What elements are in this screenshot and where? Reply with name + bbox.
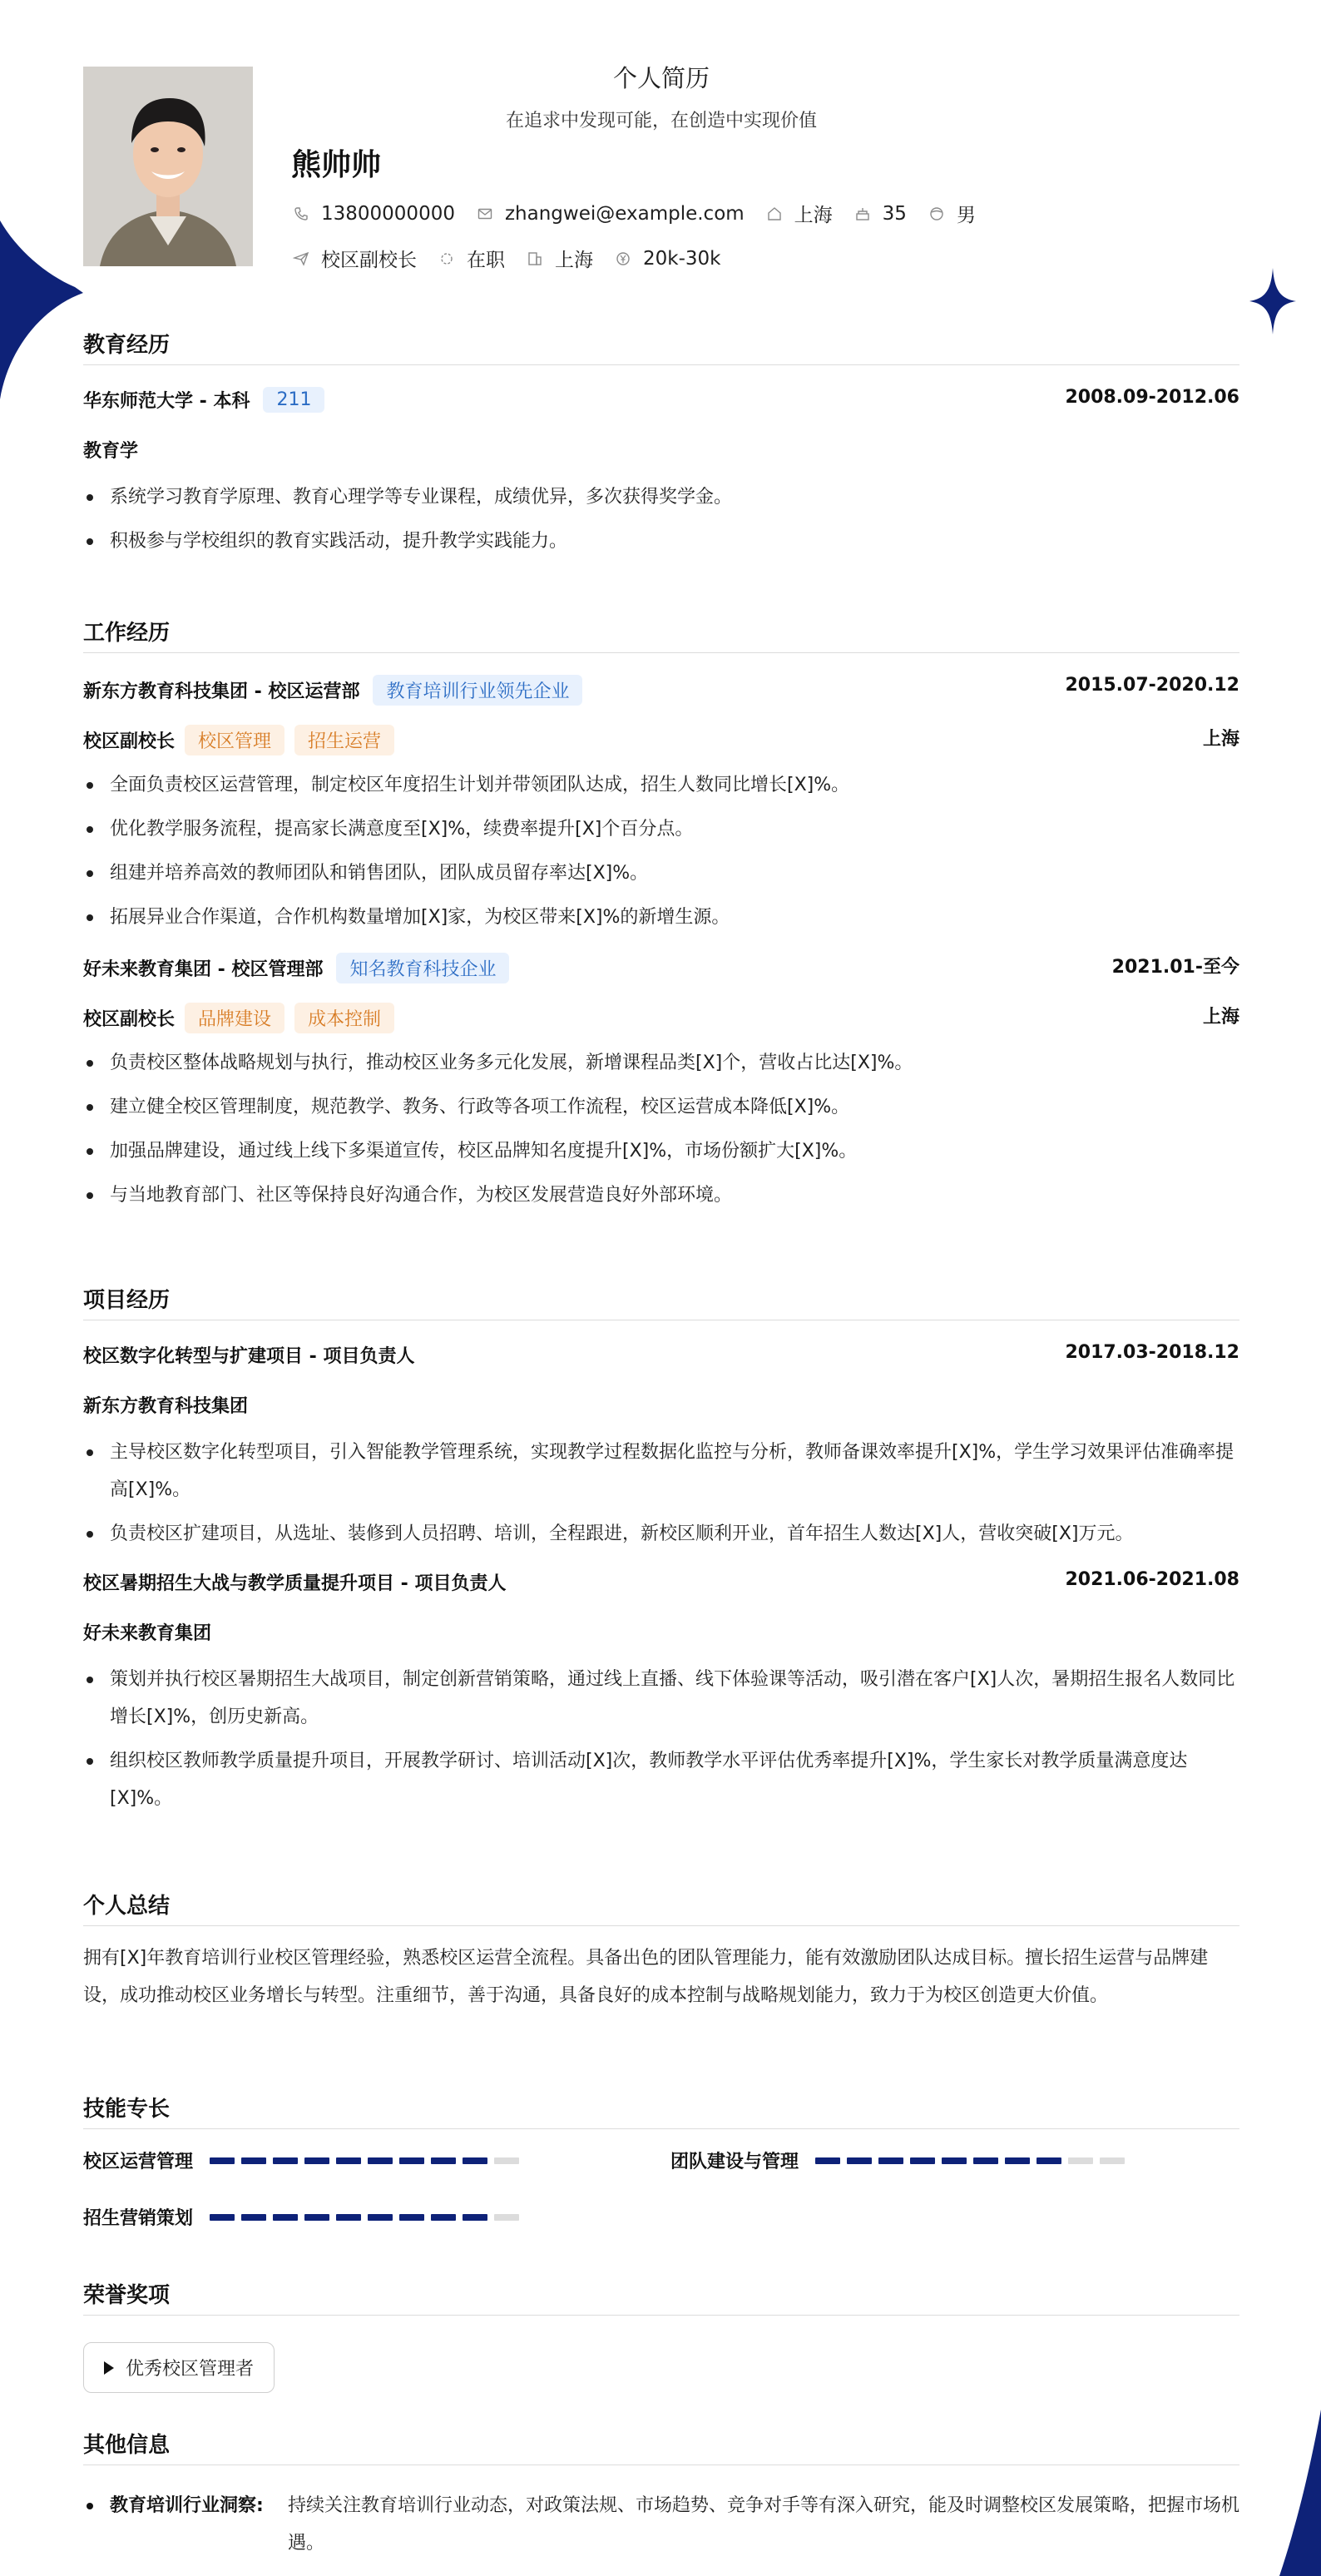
gender-icon <box>928 206 945 222</box>
salary-text: 20k-30k <box>643 247 721 270</box>
skill-segment <box>368 2157 393 2164</box>
skill-segment <box>1005 2157 1030 2164</box>
skill-segment <box>942 2157 967 2164</box>
section-title: 其他信息 <box>83 2428 1239 2465</box>
job-role: 校区副校长 <box>83 731 176 752</box>
skill-level-bar <box>210 2214 526 2221</box>
skill-segment <box>241 2157 266 2164</box>
section-title: 个人总结 <box>83 1889 1239 1926</box>
list-item: 建立健全校区管理制度，规范教学、教务、行政等各项工作流程，校区运营成本降低[X]%。 <box>83 1088 1239 1126</box>
list-item: 策划并执行校区暑期招生大战项目，制定创新营销策略，通过线上直播、线下体验课等活动，吸引潜在客户[X]人次，暑期招生报名人数同比增长[X]%，创历史新高。 <box>83 1661 1239 1736</box>
skill-segment <box>241 2214 266 2221</box>
skill-segment <box>273 2157 298 2164</box>
project-name: 校区数字化转型与扩建项目 - 项目负责人 <box>83 1346 415 1367</box>
education-section <box>83 328 1239 567</box>
project-name: 校区暑期招生大战与教学质量提升项目 - 项目负责人 <box>83 1573 507 1594</box>
bullet-dot <box>87 2503 93 2509</box>
list-item: 组织校区教师教学质量提升项目，开展教学研讨、培训活动[X]次，教师教学水平评估优秀率提升[X]%，学生家长对教学质量满意度达[X]%。 <box>83 1742 1239 1817</box>
job-header-row <box>83 665 1239 715</box>
list-item: 系统学习教育学原理、教育心理学等专业课程，成绩优异，多次获得奖学金。 <box>83 478 1239 516</box>
city-info <box>527 245 593 272</box>
summary-text: 拥有[X]年教育培训行业校区管理经验，熟悉校区运营全流程。具备出色的团队管理能力，能有效激励团队达成目标。擅长招生运营与品牌建设，成功推动校区业务增长与转型。注重细节，善于沟通，具备良好的成本控制与战略规划能力，致力于为校区创造更大价值。 <box>83 1948 1209 2006</box>
company-tag: 知名教育科技企业 <box>336 953 509 983</box>
skills-grid <box>83 2147 1239 2264</box>
skill-segment <box>210 2214 235 2221</box>
list-item: 负责校区整体战略规划与执行，推动校区业务多元化发展，新增课程品类[X]个，营收占比达[X]%。 <box>83 1044 1239 1082</box>
other-text: 持续关注教育培训行业动态，对政策法规、市场趋势、竞争对手等有深入研究，能及时调整校区发展策略，把握市场机遇。 <box>288 2495 1240 2554</box>
avatar <box>83 67 253 266</box>
contact-info-row <box>293 200 997 227</box>
decorative-shape-bottom <box>1229 2410 1321 2576</box>
skill-segment <box>815 2157 840 2164</box>
status-icon <box>438 250 455 267</box>
project-header-row <box>83 1332 1239 1382</box>
education-row <box>83 377 1239 427</box>
skill-level-bar <box>815 2157 1131 2164</box>
work-section <box>83 616 1239 1221</box>
section-title: 项目经历 <box>83 1283 1239 1320</box>
project-org: 新东方教育科技集团 <box>83 1396 249 1417</box>
skill-segment <box>304 2214 329 2221</box>
building-icon <box>527 250 543 267</box>
decorative-shape-left <box>0 0 92 399</box>
major: 教育学 <box>83 441 139 462</box>
skill-item <box>83 2204 526 2230</box>
age-text: 35 <box>882 202 907 225</box>
resume-subtitle: 在追求中发现可能，在创造中实现价值 <box>505 111 817 131</box>
location-info <box>766 200 833 227</box>
phone-text: 13800000000 <box>321 202 455 225</box>
skill-segment <box>494 2214 519 2221</box>
gender-text: 男 <box>956 205 976 226</box>
skill-item <box>670 2147 1131 2173</box>
role-tag: 招生运营 <box>294 725 394 755</box>
other-info-item <box>83 2487 1239 2562</box>
job-header-row <box>83 943 1239 993</box>
age-info <box>854 203 907 225</box>
skill-segment <box>494 2157 519 2164</box>
list-item: 与当地教育部门、社区等保持良好沟通合作，为校区发展营造良好外部环境。 <box>83 1177 1239 1214</box>
skills-section <box>83 2092 1239 2264</box>
section-title: 工作经历 <box>83 616 1239 653</box>
job-intent-row <box>293 245 742 272</box>
skill-segment <box>336 2214 361 2221</box>
salary-info <box>615 248 720 270</box>
position-info <box>293 245 417 272</box>
send-icon <box>293 250 309 267</box>
skill-segment <box>910 2157 935 2164</box>
major-row <box>83 427 1239 477</box>
skill-segment <box>878 2157 903 2164</box>
project-org: 好未来教育集团 <box>83 1623 212 1644</box>
status-text: 在职 <box>467 250 505 271</box>
job-bullets <box>83 766 1239 936</box>
skill-segment <box>368 2214 393 2221</box>
status-info <box>438 245 505 272</box>
list-item: 加强品牌建设，通过线上线下多渠道宣传，校区品牌知名度提升[X]%，市场份额扩大[X]%。 <box>83 1132 1239 1170</box>
skill-segment <box>847 2157 872 2164</box>
skill-segment <box>304 2157 329 2164</box>
project-org-row <box>83 1609 1239 1659</box>
list-item: 优化教学服务流程，提高家长满意度至[X]%，续费率提升[X]个百分点。 <box>83 810 1239 848</box>
section-title: 教育经历 <box>83 328 1239 365</box>
job-city: 上海 <box>1202 729 1239 750</box>
email-text: zhangwei@example.com <box>504 202 745 225</box>
project-header-row <box>83 1559 1239 1609</box>
school-degree: 华东师范大学 - 本科 <box>83 391 250 412</box>
home-icon <box>766 206 783 222</box>
company-name: 新东方教育科技集团 - 校区运营部 <box>83 681 360 702</box>
project-date: 2021.06-2021.08 <box>1065 1569 1239 1590</box>
location-text: 上海 <box>794 205 833 226</box>
play-triangle-icon <box>104 2361 114 2375</box>
job-role: 校区副校长 <box>83 1009 176 1030</box>
project-bullets <box>83 1434 1239 1553</box>
school-tag: 211 <box>263 387 324 413</box>
skill-segment <box>273 2214 298 2221</box>
projects-section <box>83 1283 1239 1824</box>
mail-icon <box>477 206 493 222</box>
skill-name: 校区运营管理 <box>83 2152 194 2172</box>
project-date: 2017.03-2018.12 <box>1065 1342 1239 1363</box>
list-item: 拓展异业合作渠道，合作机构数量增加[X]家，为校区带来[X]%的新增生源。 <box>83 899 1239 936</box>
skill-level-bar <box>210 2157 526 2164</box>
job-date: 2015.07-2020.12 <box>1065 675 1239 696</box>
skill-segment <box>1068 2157 1093 2164</box>
skill-segment <box>336 2157 361 2164</box>
person-name: 熊帅帅 <box>291 148 382 182</box>
project-org-row <box>83 1382 1239 1432</box>
gender-info <box>928 200 976 227</box>
education-bullets <box>83 478 1239 560</box>
list-item: 主导校区数字化转型项目，引入智能教学管理系统，实现教学过程数据化监控与分析，教师备课效率提升[X]%，学生学习效果评估准确率提高[X]%。 <box>83 1434 1239 1508</box>
skill-name: 团队建设与管理 <box>670 2152 799 2172</box>
company-tag: 教育培训行业领先企业 <box>373 675 582 706</box>
project-bullets <box>83 1661 1239 1817</box>
skill-item <box>83 2147 526 2173</box>
skill-segment <box>210 2157 235 2164</box>
skill-segment <box>1100 2157 1125 2164</box>
section-title: 技能专长 <box>83 2092 1239 2129</box>
city-text: 上海 <box>555 250 593 271</box>
skill-segment <box>431 2214 456 2221</box>
job-role-row <box>83 993 1239 1043</box>
job-bullets <box>83 1044 1239 1214</box>
skill-segment <box>463 2214 487 2221</box>
section-title: 荣誉奖项 <box>83 2278 1239 2316</box>
list-item: 组建并培养高效的教师团队和销售团队，团队成员留存率达[X]%。 <box>83 855 1239 892</box>
phone-info <box>293 203 455 225</box>
list-item: 全面负责校区运营管理，制定校区年度招生计划并带领团队达成，招生人数同比增长[X]%。 <box>83 766 1239 804</box>
resume-header <box>83 0 1239 300</box>
phone-icon <box>293 206 309 222</box>
role-tag: 品牌建设 <box>185 1003 284 1033</box>
company-name: 好未来教育集团 - 校区管理部 <box>83 959 324 980</box>
other-section <box>83 2428 1239 2562</box>
resume-title: 个人简历 <box>612 64 710 92</box>
skill-segment <box>431 2157 456 2164</box>
position-text: 校区副校长 <box>321 250 417 271</box>
skill-segment <box>1037 2157 1061 2164</box>
summary-section <box>83 1889 1239 2014</box>
award-label: 优秀校区管理者 <box>126 2359 255 2380</box>
skill-segment <box>973 2157 998 2164</box>
list-item: 积极参与学校组织的教育实践活动，提升教学实践能力。 <box>83 523 1239 560</box>
role-tag: 成本控制 <box>294 1003 394 1033</box>
job-date: 2021.01-至今 <box>1111 957 1239 978</box>
education-date: 2008.09-2012.06 <box>1065 387 1239 408</box>
role-tag: 校区管理 <box>185 725 284 755</box>
skill-segment <box>399 2214 424 2221</box>
skill-segment <box>399 2157 424 2164</box>
money-icon <box>615 250 631 267</box>
list-item: 负责校区扩建项目，从选址、装修到人员招聘、培训，全程跟进，新校区顺利开业，首年招生人数达[X]人，营收突破[X]万元。 <box>83 1515 1239 1553</box>
cake-icon <box>854 206 871 222</box>
awards-section <box>83 2278 1239 2393</box>
star-icon <box>1249 268 1296 334</box>
award-item-toggle[interactable] <box>83 2342 275 2393</box>
job-city: 上海 <box>1202 1007 1239 1028</box>
skill-name: 招生营销策划 <box>83 2208 194 2229</box>
job-role-row <box>83 715 1239 765</box>
email-info <box>477 203 745 225</box>
resume-page <box>83 0 1240 2554</box>
other-label: 教育培训行业洞察: <box>110 2495 264 2516</box>
skill-segment <box>463 2157 487 2164</box>
